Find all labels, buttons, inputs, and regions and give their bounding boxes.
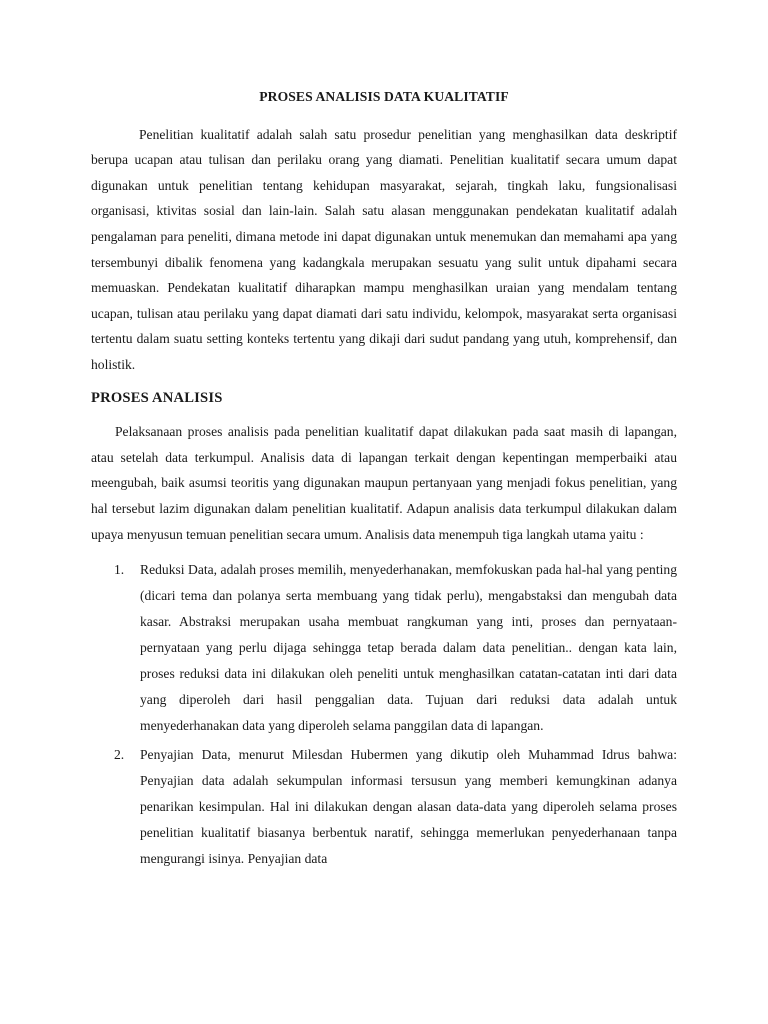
document-title: PROSES ANALISIS DATA KUALITATIF: [259, 89, 509, 104]
list-item-text: Reduksi Data, adalah proses memilih, menyederhanakan, memfokuskan pada hal-hal yang penting (dicari tema dan polanya serta membuang yang tidak perlu), mengabstaksi dan mengubah data kasar. Abstraksi merupakan usaha membuat rangkuman yang inti, proses dan pernyataan-pernyataan yang perlu dijaga sehingga tetap berada dalam data penelitian.. dengan kata lain, proses reduksi data ini dilakukan oleh peneliti untuk menghasilkan catatan-catatan inti dari data yang diperoleh dari hasil penggalian data. Tujuan dari reduksi data adalah untuk menyederhanakan data yang diperoleh selama panggilan data di lapangan.: [140, 562, 677, 734]
section-paragraph: Pelaksanaan proses analisis pada penelitian kualitatif dapat dilakukan pada saat masih di lapangan, atau setelah data terkumpul. Analisis data di lapangan terkait dengan kepentingan memperbaiki atau meengubah, baik asumsi teoritis yang digunakan maupun pertanyaan yang menjadi fokus penelitian, yang hal tersebut lazim digunakan dalam penelitian kualitatif. Adapun analisis data terkumpul dilakukan dalam upaya menyusun temuan penelitian secara umum. Analisis data menempuh tiga langkah utama yaitu :: [91, 424, 677, 542]
section-heading: PROSES ANALISIS: [91, 389, 223, 406]
steps-list: [91, 557, 677, 872]
intro-paragraph: Penelitian kualitatif adalah salah satu prosedur penelitian yang menghasilkan data deskriptif berupa ucapan atau tulisan dan perilaku orang yang diamati. Penelitian kualitatif secara umum dapat digunakan untuk penelitian tentang kehidupan masyarakat, sejarah, tingkah laku, fungsionalisasi organisasi, ktivitas sosial dan lain-lain. Salah satu alasan menggunakan pendekatan kualitatif adalah pengalaman para peneliti, dimana metode ini dapat digunakan untuk menemukan dan memahami apa yang tersembunyi dibalik fenomena yang kadangkala merupakan sesuatu yang sulit untuk dipahami secara memuaskan. Pendekatan kualitatif diharapkan mampu menghasilkan uraian yang mendalam tentang ucapan, tulisan atau perilaku yang dapat diamati dari satu individu, kelompok, masyarakat serta organisasi tertentu dalam suatu setting konteks tertentu yang dikaji dari sudut pandang yang utuh, komprehensif, dan holistik.: [91, 126, 677, 372]
list-item-number: 1.: [114, 562, 125, 578]
list-item-number: 2.: [114, 747, 125, 763]
list-item: [91, 742, 677, 872]
list-item-text: Penyajian Data, menurut Milesdan Hubermen yang dikutip oleh Muhammad Idrus bahwa: Penyajian data adalah sekumpulan informasi tersusun yang memberi kemungkinan adanya penarikan kesimpulan. Hal ini dilakukan dengan alasan data-data yang diperoleh selama proses penelitian kualitatif biasanya berbentuk naratif, sehingga memerlukan penyederhanaan tanpa mengurangi isinya. Penyajian data: [140, 747, 677, 867]
list-item: [91, 557, 677, 739]
